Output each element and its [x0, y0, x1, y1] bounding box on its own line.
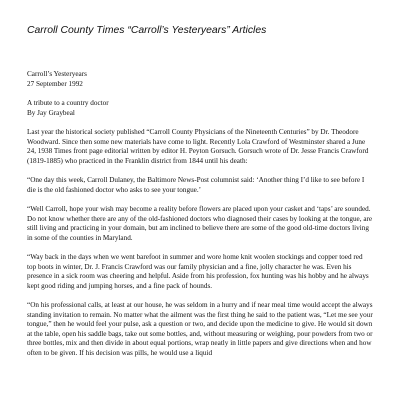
paragraph: “Well Carroll, hope your wish may become a reality before flowers are placed upon your casket and ‘taps’ are sounded. Do not know whether there are any of the old-fashioned doctors who diagnosed their cases by looking at the tongue, are still living and practicing in your domain, but am inclined to believe there are some of the good old-time doctors living in some of the counties in Maryland.	[27, 205, 373, 242]
article-title: A tribute to a country doctor	[27, 99, 109, 107]
article-body	[27, 70, 373, 368]
article-byline: By Jay Graybeal	[27, 108, 75, 117]
paragraph: “One day this week, Carroll Dulaney, the Baltimore News-Post columnist said: ‘Another thing I’d like to see before I die is the old fashioned doctor who asks to see your tongue.’	[27, 176, 365, 194]
paragraph: “On his professional calls, at least at our house, he was seldom in a hurry and if near meal time would accept the always standing invitation to remain. No matter what the ailment was the first thing he said to the patient was, “Let me see your tongue,” then he would feel your pulse, ask a question or two, and decide upon the medicine to give. He would sit down at the table, open his saddle bags, take out some bottles, and, without measuring or weighing, pour powders from two or three bottles, mix and then divide in about equal portions, wrap neatly in little papers and give directions when and how often to be given. If his decision was pills, he would use a liquid	[27, 301, 373, 357]
article-date: 27 September 1992	[27, 79, 83, 88]
paragraph: Last year the historical society published “Carroll County Physicians of the Nineteenth Centuries” by Dr. Theodore Woodward. Since then some new materials have come to light. Recently Lola Crawford of Westminster shared a June 24, 1938 Times front page editorial written by editor H. Peyton Gorsuch. Gorsuch wrote of Dr. Jesse Francis Crawford (1819-1885) who practiced in the Franklin district from 1844 until his death:	[27, 128, 369, 165]
paragraph: “Way back in the days when we went barefoot in summer and wore home knit woolen stockings and copper toed red top boots in winter, Dr. J. Francis Crawford was our family physician and a fine, jolly character he was. Even his presence in a sick room was cheering and helpful. Aside from his profession, fox hunting was his hobby and he always kept good riding and jumping horses, and a fine pack of hounds.	[27, 253, 369, 290]
document-header-title: Carroll County Times “Carroll’s Yesteryears” Articles	[27, 25, 267, 36]
column-name: Carroll’s Yesteryears	[27, 70, 87, 78]
